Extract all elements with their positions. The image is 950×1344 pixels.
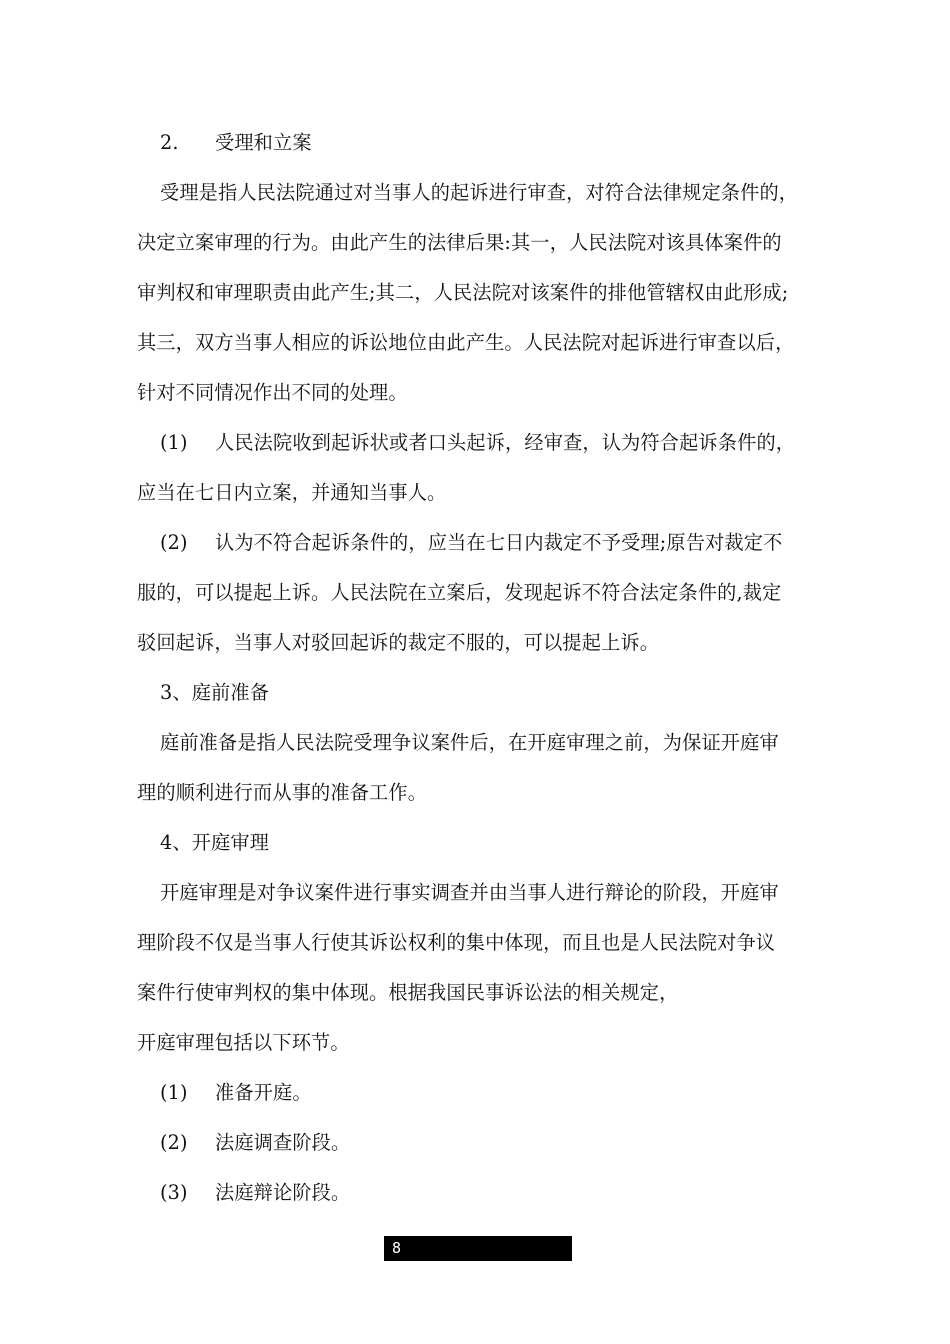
list-item-text: 准备开庭。 (215, 1081, 312, 1104)
paragraph-line: 案件行使审判权的集中体现。根据我国民事诉讼法的相关规定， (137, 981, 679, 1004)
paragraph-line: 针对不同情况作出不同的处理。 (137, 381, 408, 404)
list-item-text: 人民法院收到起诉状或者口头起诉，经审查，认为符合起诉条件的， (215, 431, 796, 454)
paragraph-line: 开庭审理包括以下环节。 (137, 1031, 350, 1054)
paragraph-line: 其三，双方当事人相应的诉讼地位由此产生。人民法院对起诉进行审查以后， (137, 331, 795, 354)
paragraph-line: 受理是指人民法院通过对当事人的起诉进行审查，对符合法律规定条件的， (160, 181, 799, 204)
list-item-line: 服的，可以提起上诉。人民法院在立案后，发现起诉不符合法定条件的,裁定 (137, 581, 782, 604)
paragraph-acceptance (137, 168, 813, 418)
page-number: 8 (384, 1236, 572, 1261)
list-item (137, 1118, 813, 1168)
list-item-text: 法庭辩论阶段。 (215, 1181, 351, 1204)
list-item-line: 应当在七日内立案，并通知当事人。 (137, 481, 447, 504)
list-item (137, 1168, 813, 1218)
list-item-number: (1) (160, 1081, 188, 1104)
list-item-line (137, 518, 813, 568)
list-item-text: 法庭调查阶段。 (215, 1131, 351, 1154)
paragraph-line: 理阶段不仅是当事人行使其诉讼权利的集中体现，而且也是人民法院对争议 (137, 931, 776, 954)
list-item-number: (2) (160, 1131, 188, 1154)
section-heading-4: 4、开庭审理 (160, 831, 270, 854)
paragraph-line: 理的顺利进行而从事的准备工作。 (137, 781, 428, 804)
list-item-number: (3) (160, 1181, 188, 1204)
list-item (137, 1068, 813, 1118)
paragraph-line: 决定立案审理的行为。由此产生的法律后果:其一，人民法院对该具体案件的 (137, 231, 782, 254)
section-number: 2. (160, 131, 179, 154)
list-item-number: (1) (160, 431, 188, 454)
section-heading-2 (137, 118, 813, 168)
paragraph-line: 庭前准备是指人民法院受理争议案件后，在开庭审理之前，为保证开庭审 (160, 731, 779, 754)
section-title: 受理和立案 (215, 131, 312, 154)
list-item-line (137, 418, 813, 468)
list-item-number: (2) (160, 531, 188, 554)
paragraph-line: 审判权和审理职责由此产生;其二，人民法院对该案件的排他管辖权由此形成; (137, 281, 789, 304)
document-body (137, 118, 813, 1218)
list-item-line: 驳回起诉，当事人对驳回起诉的裁定不服的，可以提起上诉。 (137, 631, 660, 654)
paragraph-trial (137, 868, 813, 1068)
list-item-1 (137, 418, 813, 518)
trial-stages-list (137, 1068, 813, 1218)
section-heading-3: 3、庭前准备 (160, 681, 270, 704)
list-item-text: 认为不符合起诉条件的，应当在七日内裁定不予受理;原告对裁定不 (215, 531, 783, 554)
paragraph-pretrial (137, 718, 813, 818)
list-item-2 (137, 518, 813, 668)
paragraph-line: 开庭审理是对争议案件进行事实调查并由当事人进行辩论的阶段，开庭审 (160, 881, 779, 904)
